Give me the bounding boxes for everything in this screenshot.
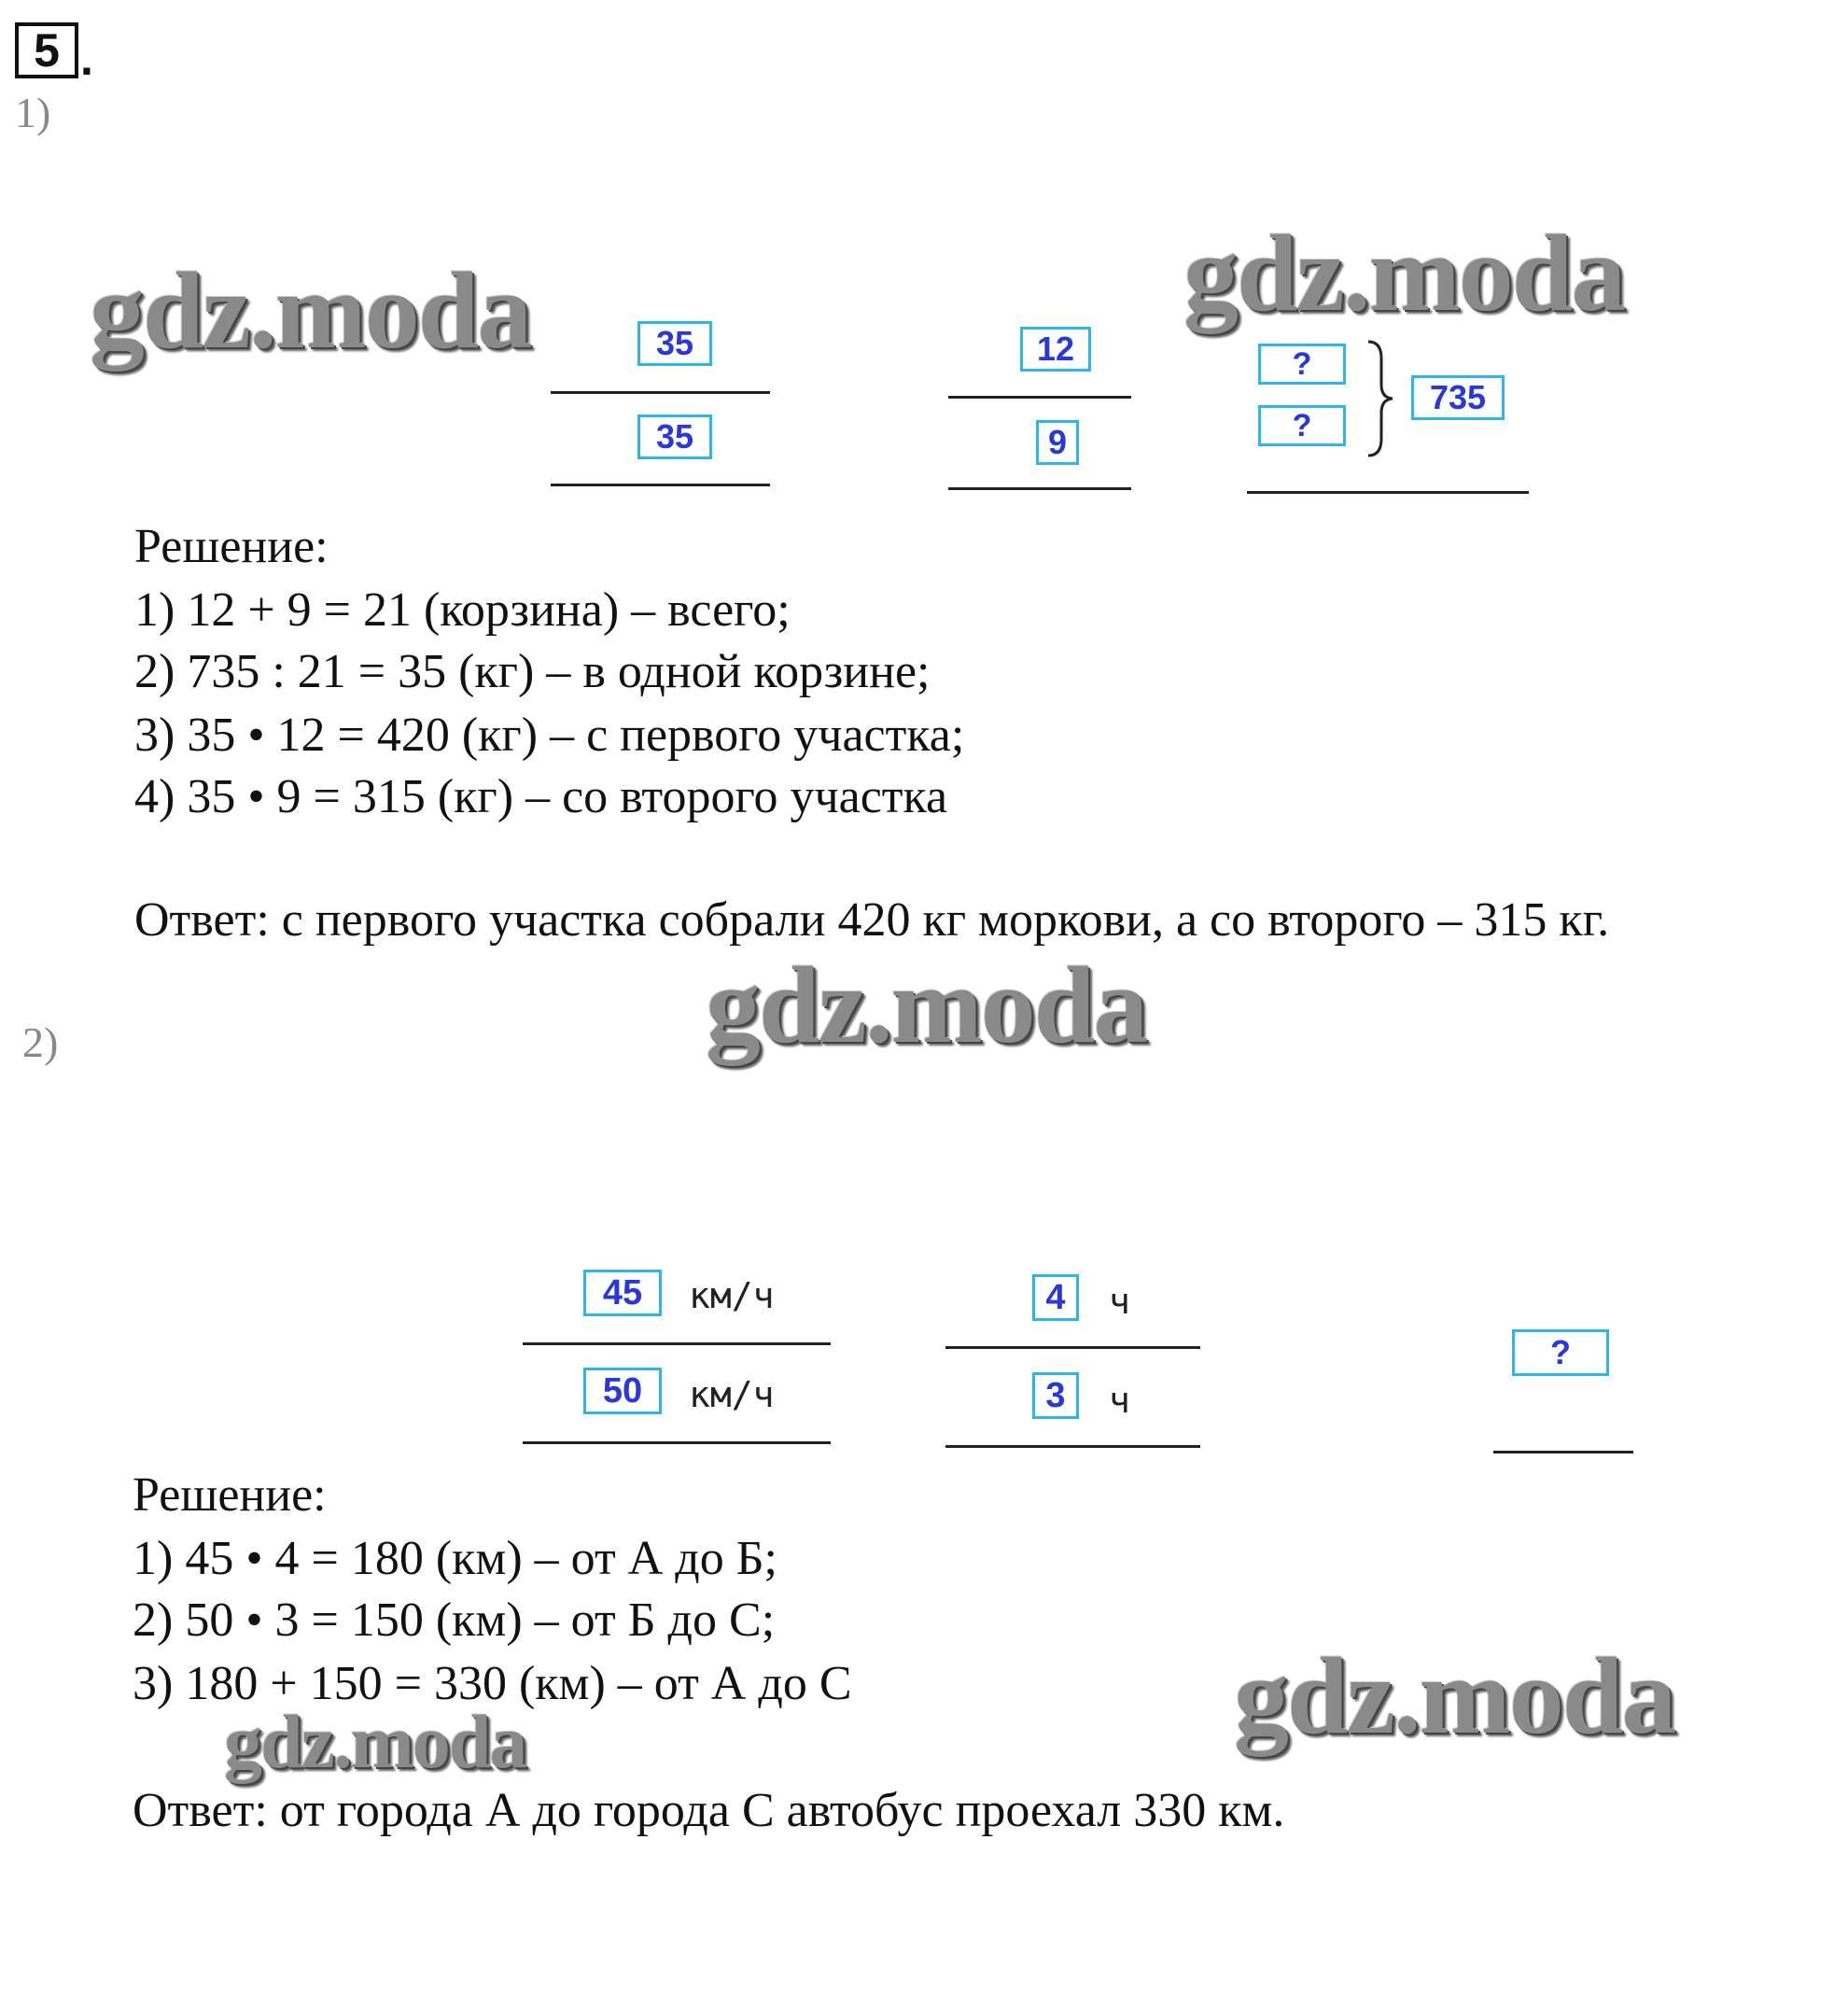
- p1-col1-bottom-box: 35: [637, 414, 712, 459]
- p1-step-3: 3) 35 • 12 = 420 (кг) – с первого участка;: [134, 709, 965, 762]
- p1-step-4: 4) 35 • 9 = 315 (кг) – со второго участка: [134, 770, 948, 823]
- p2-speed1-unit: км/ч: [689, 1275, 775, 1316]
- p2-time2-box: 3: [1032, 1372, 1079, 1419]
- p2-time-line2: [945, 1445, 1200, 1448]
- p1-answer: Ответ: с первого участка собрали 420 кг моркови, а со второго – 315 кг.: [134, 893, 1610, 947]
- p2-step-3: 3) 180 + 150 = 330 (км) – от А до С: [133, 1657, 852, 1710]
- task-number: 5: [15, 22, 78, 78]
- task-number-dot: .: [80, 33, 93, 85]
- p2-step-1: 1) 45 • 4 = 180 (км) – от А до Б;: [133, 1532, 778, 1585]
- p1-col2-line2: [948, 487, 1131, 490]
- p1-col2-bottom-box: 9: [1036, 420, 1079, 465]
- part2-label: 2): [22, 1018, 59, 1066]
- p2-time1-box: 4: [1032, 1274, 1079, 1321]
- p1-col2-line1: [948, 396, 1131, 399]
- watermark-4: gdz.moda: [1234, 1635, 1675, 1757]
- p1-brace-icon: [1365, 338, 1396, 459]
- p1-step-2: 2) 735 : 21 = 35 (кг) – в одной корзине;: [134, 645, 931, 698]
- p1-col1-line1: [551, 391, 770, 394]
- p2-unknown-box: ?: [1512, 1329, 1609, 1376]
- p1-col3-top-box: ?: [1258, 344, 1346, 385]
- p1-col3-line: [1247, 491, 1529, 494]
- p2-step-2: 2) 50 • 3 = 150 (км) – от Б до С;: [133, 1594, 776, 1647]
- p2-speed-line1: [523, 1342, 831, 1345]
- p1-step-1: 1) 12 + 9 = 21 (корзина) – всего;: [134, 583, 791, 637]
- p1-col2-top-box: 12: [1020, 327, 1091, 372]
- p2-speed-line2: [523, 1441, 831, 1444]
- p2-time-line1: [945, 1346, 1200, 1349]
- part1-label: 1): [15, 89, 51, 136]
- p2-speed2-box: 50: [583, 1368, 662, 1414]
- p1-col3-total-box: 735: [1411, 375, 1505, 420]
- watermark-5: gdz.moda: [224, 1699, 526, 1784]
- p1-col1-line2: [551, 484, 770, 486]
- p1-solution-title: Решение:: [134, 520, 329, 573]
- p2-time1-unit: ч: [1109, 1281, 1130, 1322]
- p2-answer: Ответ: от города А до города С автобус проехал 330 км.: [133, 1784, 1285, 1837]
- p2-speed2-unit: км/ч: [689, 1374, 775, 1415]
- p2-time2-unit: ч: [1109, 1380, 1130, 1421]
- p1-col3-bottom-box: ?: [1258, 405, 1346, 446]
- watermark-1: gdz.moda: [90, 249, 531, 372]
- watermark-2: gdz.moda: [1183, 212, 1625, 334]
- p1-col1-top-box: 35: [637, 321, 712, 366]
- p2-unknown-line: [1493, 1451, 1633, 1453]
- p2-speed1-box: 45: [583, 1270, 662, 1316]
- p2-solution-title: Решение:: [133, 1468, 327, 1522]
- watermark-3: gdz.moda: [706, 944, 1147, 1066]
